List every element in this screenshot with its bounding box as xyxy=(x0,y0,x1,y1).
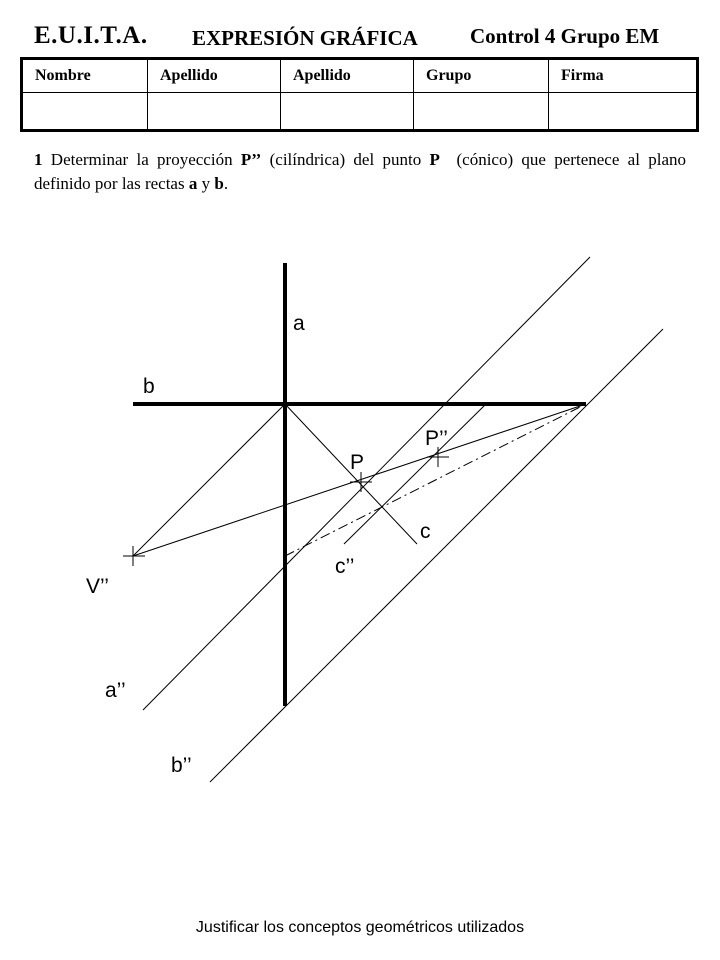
task-number: 1 xyxy=(34,150,43,169)
subject-title: EXPRESIÓN GRÁFICA xyxy=(192,26,418,50)
task-p: P xyxy=(429,150,440,169)
task-text-2: (cilíndrica) del punto xyxy=(269,150,422,169)
label-a2: a’’ xyxy=(105,679,126,702)
line-c xyxy=(285,404,417,544)
task-a: a xyxy=(188,174,198,193)
label-c: c xyxy=(420,520,431,543)
label-b2: b’’ xyxy=(171,754,192,777)
task-text-3: (cónico) que pertenece al plano definido por las rectas xyxy=(34,150,686,193)
mark-p2 xyxy=(427,447,449,467)
mark-v2 xyxy=(123,546,145,566)
footer-note: Justificar los conceptos geométricos utilizados xyxy=(195,919,525,936)
label-p: P xyxy=(350,451,365,474)
column-header-grupo: Grupo xyxy=(414,59,549,93)
line-v2-to-b-end xyxy=(133,404,586,556)
task-b: b xyxy=(214,174,224,193)
column-header-apellido-1: Apellido xyxy=(148,59,281,93)
label-c2: c’’ xyxy=(335,555,355,578)
line-a2-projection xyxy=(143,257,590,710)
mark-p xyxy=(350,472,372,492)
school-name: E.U.I.T.A. xyxy=(34,22,148,49)
label-b: b xyxy=(143,375,155,398)
control-title: Control 4 Grupo EM xyxy=(470,24,660,48)
column-header-firma: Firma xyxy=(549,59,698,93)
line-a-to-v2 xyxy=(133,404,285,556)
label-v2: V’’ xyxy=(86,575,109,598)
line-b2-projection xyxy=(210,329,663,782)
line-c2 xyxy=(344,404,486,544)
column-header-nombre: Nombre xyxy=(22,59,148,93)
task-p2: P’’ xyxy=(240,150,262,169)
task-y: y xyxy=(201,174,211,193)
label-p2: P’’ xyxy=(425,427,448,450)
task-end: . xyxy=(223,174,229,193)
column-header-apellido-2: Apellido xyxy=(281,59,414,93)
label-a: a xyxy=(293,312,305,335)
task-text-1: Determinar la proyección xyxy=(50,150,233,169)
